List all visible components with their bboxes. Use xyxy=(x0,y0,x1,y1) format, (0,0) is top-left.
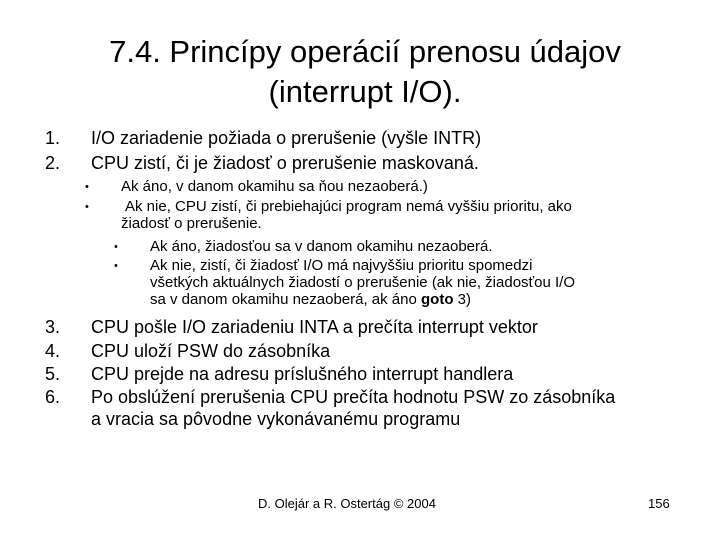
bullet-text-line-3 xyxy=(150,292,471,309)
bullet-text: Ak áno, v danom okamihu sa ňou nezaoberá.) xyxy=(121,178,428,195)
item-text: I/O zariadenie požiada o prerušenie (vyšle INTR) xyxy=(91,128,482,148)
title-line-2: (interrupt I/O). xyxy=(268,74,462,109)
footer-author: D. Olejár a R. Ostertág © 2004 xyxy=(258,496,436,511)
page-number: 156 xyxy=(648,496,670,511)
item-number: 1. xyxy=(45,128,61,148)
bullet-text-line-1: Ak nie, CPU zistí, či prebiehajúci program nemá vyššiu prioritu, ako xyxy=(125,198,572,215)
item-text: CPU uloží PSW do zásobníka xyxy=(91,341,331,361)
bullet-dot: • xyxy=(114,260,118,272)
item-text: CPU pošle I/O zariadeniu INTA a prečíta interrupt vektor xyxy=(91,317,538,337)
bullet-text: Ak áno, žiadosťou sa v danom okamihu nezaoberá. xyxy=(150,238,493,255)
bullet-dot: • xyxy=(85,201,89,213)
title-line-1: 7.4. Princípy operácií prenosu údajov xyxy=(109,34,621,69)
goto-keyword: goto xyxy=(421,291,454,308)
bullet-dot: • xyxy=(114,241,118,253)
bullet-text-line-2: žiadosť o prerušenie. xyxy=(121,214,262,232)
bullet-text-line-2: všetkých aktuálnych žiadostí o prerušenie (ak nie, žiadosťou I/O xyxy=(150,274,576,291)
item-text-line-1: Po obslúžení prerušenia CPU prečíta hodnotu PSW zo zásobníka xyxy=(91,387,616,407)
item-number: 5. xyxy=(45,364,61,384)
item-number: 2. xyxy=(45,153,61,173)
item-text: CPU prejde na adresu príslušného interrupt handlera xyxy=(91,364,514,384)
item-number: 3. xyxy=(45,317,61,337)
slide-title xyxy=(60,32,670,112)
item-number: 4. xyxy=(45,341,61,361)
bullet-dot: • xyxy=(85,181,89,193)
bullet-text-post: 3) xyxy=(453,291,472,308)
item-text: CPU zistí, či je žiadosť o prerušenie maskovaná. xyxy=(91,153,479,173)
item-text-line-2: a vracia sa pôvodne vykonávanému programu xyxy=(91,409,461,429)
bullet-text-pre: sa v danom okamihu nezaoberá, ak áno xyxy=(150,291,422,308)
item-number: 6. xyxy=(45,387,61,407)
bullet-text-line-1: Ak nie, zistí, či žiadosť I/O má najvyššiu prioritu spomedzi xyxy=(150,257,533,274)
